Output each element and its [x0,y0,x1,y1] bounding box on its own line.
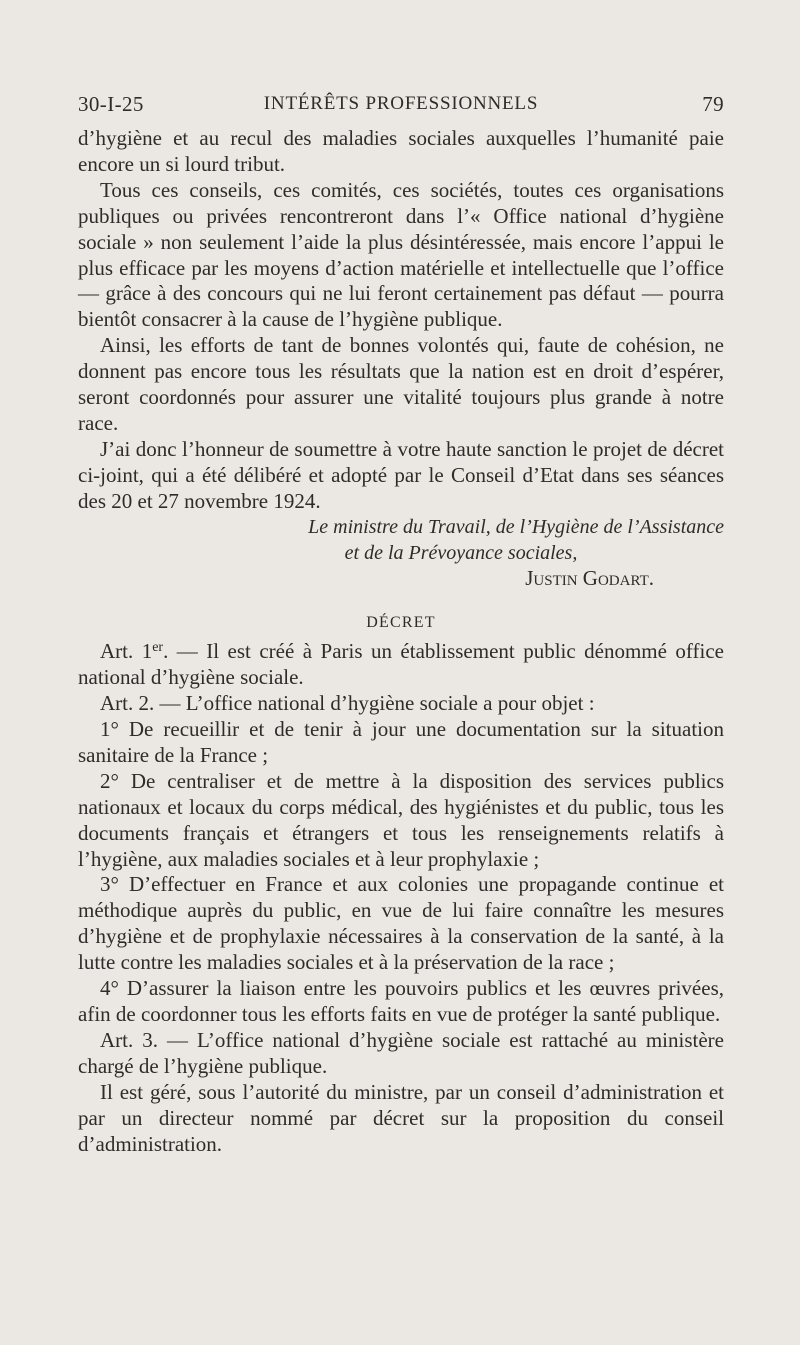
article-2: Art. 2. — L’office national d’hygiène sociale a pour objet : [100,691,595,716]
article-1 [78,639,724,691]
article-2-item-1: 1° De recueillir et de tenir à jour une documentation sur la situation sanitaire de la France ; [78,717,724,767]
signature-line-1: Le ministre du Travail, de l’Hygiène de l’Assistance [308,515,724,538]
paragraph-organisations: Tous ces conseils, ces comités, ces sociétés, toutes ces organisations publiques ou privées rencontreront dans l’« Office national d’hygiène sociale » non seulement l’aide la plus désintéressée, mais encore l’appui le plus efficace par les moyens d’action matérielle et intellectuelle que l’office — grâce à des concours qui ne lui feront certainement pas défaut — pourra bientôt consacrer à la cause de l’hygiène publique. [78,177,724,332]
paragraph-continuation: d’hygiène et au recul des maladies sociales auxquelles l’humanité paie encore un si lourd tribut. [78,126,724,176]
paragraph-efforts: Ainsi, les efforts de tant de bonnes volontés qui, faute de cohésion, ne donnent pas encore tous les résultats que la nation est en droit d’espérer, seront coordonnés pour assurer une vitalité toujours plus grande à notre race. [78,333,724,435]
header-title: INTÉRÊTS PROFESSIONNELS [263,93,539,114]
article-2-item-2: 2° De centraliser et de mettre à la disposition des services publics nationaux et locaux du corps médical, des hygiénistes et du public, tous les documents français et étrangers et tous les renseignements relatifs à l’hygiène, aux maladies sociales et à leur prophylaxie ; [78,768,724,871]
article-1-ordinal: er [152,640,164,656]
article-3-paragraph-2: Il est géré, sous l’autorité du ministre, par un conseil d’administration et par un directeur nommé par décret sur la proposition du conseil d’administration. [78,1079,724,1156]
header-date: 30-I-25 [78,92,144,116]
paragraph-honneur: J’ai donc l’honneur de soumettre à votre haute sanction le projet de décret ci-joint, qui a été délibéré et adopté par le Conseil d’Etat dans ses séances des 20 et 27 novembre 1924. [78,436,724,513]
running-header [78,88,724,120]
page-body [78,126,724,1157]
signature-block [78,515,724,593]
article-1-text: . — Il est créé à Paris un établissement public dénommé office national d’hygiène sociale. [78,639,724,690]
article-1-prefix: Art. 1 [100,639,153,664]
article-2-item-3: 3° D’effectuer en France et aux colonies une propagande continue et méthodique auprès du public, en vue de lui faire connaître les mesures d’hygiène et de prophylaxie nécessaires à la conservation de la santé, à la lutte contre les maladies sociales et à la préservation de la race ; [78,872,724,975]
page-number: 79 [702,92,724,116]
signatory-name: Justin Godart. [525,566,654,591]
signature-line-2: et de la Prévoyance sociales, [344,541,578,564]
article-2-item-4: 4° D’assurer la liaison entre les pouvoirs publics et les œuvres privées, afin de coordonner tous les efforts faits en vue de protéger la santé publique. [78,976,724,1026]
article-3: Art. 3. — L’office national d’hygiène sociale est rattaché au ministère chargé de l’hygiène publique. [78,1027,724,1078]
decree-title: DÉCRET [366,614,436,632]
